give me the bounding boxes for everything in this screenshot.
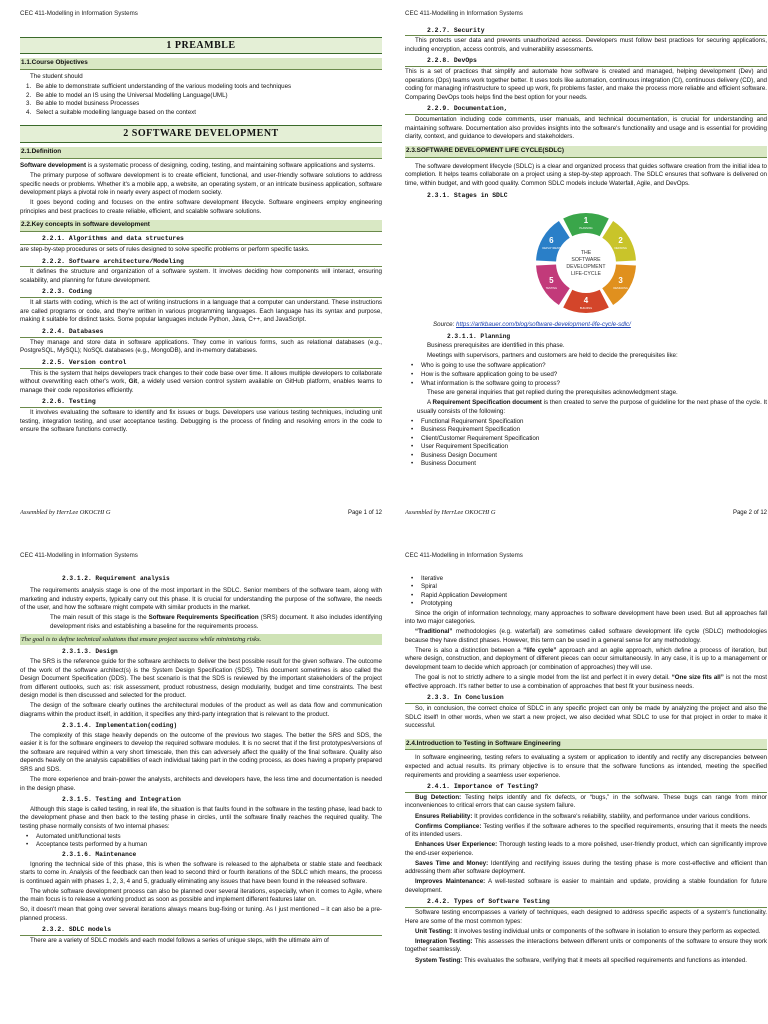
cycle-stage-label: PLANNING <box>579 227 593 231</box>
paragraph: Meetings with supervisors, partners and customers are held to decide the prerequisites like: <box>427 352 678 360</box>
paragraph <box>405 674 767 691</box>
paragraph: It all starts with coding, which is the act of writing instructions in a language that a computer can understand. These instructions are called programs or code, and they're written in various programming languages. Each language has its syntax and purpose, making it suitable for distinct tasks. Some popular languages include Python, Java, C++, and JavaScript. <box>20 299 382 324</box>
cycle-center-text: SOFTWARE <box>571 257 601 264</box>
text: This is the system that helps developers track changes to their code base over time. It allows multiple developers to collaborate without overwriting each other's work, <box>20 369 382 386</box>
objectives-list <box>20 83 382 117</box>
chapter-banner-software-development: 2 SOFTWARE DEVELOPMENT <box>20 125 382 143</box>
cycle-stage-number: 6 <box>549 236 554 246</box>
paragraph <box>405 813 767 822</box>
page-footer <box>405 509 767 518</box>
section-heading: 1.1.Course Objectives <box>20 58 382 70</box>
list-item: • Spiral <box>411 583 767 592</box>
list-item: • Automated unit/functional tests <box>26 833 382 842</box>
running-head: CEC 411-Modelling in Information Systems <box>405 10 523 17</box>
paragraph: The whole software development process can also be planned over several iterations, especially, when it comes to Agile, where the main focus is to release a working product as soon as possible and implement different features later on. <box>20 887 382 904</box>
subsection-heading: 2.4.2. Types of Software Testing <box>405 898 767 908</box>
running-head: CEC 411-Modelling in Information Systems <box>20 10 138 17</box>
subsection-heading: 2.2.1. Algorithms and data structures <box>20 235 382 245</box>
paragraph: These are general inquiries that get replied during the prerequisites acknowledgment stage. <box>427 389 678 397</box>
text: approach and an agile approach, which define a process of iteration, but where design, construction, and deployment of different pieces can occur simultaneously. In any case, it is up to a management or development team to decide which approach (or combination of approaches) they will use. <box>405 646 767 672</box>
list-item: • Business Design Document <box>411 452 767 461</box>
cycle-stage-label: DEPLOYMENT <box>542 247 561 251</box>
cycle-center-text: THE <box>580 250 592 257</box>
list-item: 1. Be able to demonstrate sufficient understanding of the various modeling tools and techniques <box>26 83 382 92</box>
text: methodologies (e.g. waterfall) are sometimes called software development life cycle (SDLC) methodologies because they have distinct phases. However, this term can be used in a general sense for any methodology. <box>405 628 767 644</box>
sdlc-cycle-diagram <box>521 207 651 319</box>
paragraph <box>405 647 767 673</box>
text: is then created to serve the purpose of guideline for the next phase of the cycle. It usually consists of the following: <box>417 399 767 415</box>
list-item: • Who is going to use the software application? <box>411 362 767 371</box>
subsubsection-heading: 2.3.1.3. Design <box>62 648 118 656</box>
list-item: • Rapid Application Development <box>411 592 767 601</box>
paragraph <box>405 928 767 937</box>
paragraph: The complexity of this stage heavily depends on the outcome of the previous two stages. The better the SRS and SDS, the easier it is for the software engineers to develop the required software modules. It is no secret that if the first prototypes/versions of the software are required within a very short timescale, then this can adversely affect the quality of the final software. Quality also depends heavily on the analysis capabilities of each individual taking part in the coding process, as does having a properly prepared SRS and SDS. <box>20 731 382 774</box>
paragraph: This is a set of practices that simplify and automate how software is created and managed, helping development (Dev) and operations (Ops) teams work together better. It uses tools like automation, continuous integration (CI), continuous delivery (CD), and coding for managing infrastructure to speed up work, fix problems faster, and make the process more reliable and efficient software. Comparing DevOps tools helps find the best option for your needs. <box>405 68 767 101</box>
text: The main result of this stage is the <box>50 614 149 622</box>
subsection-heading: 2.3.2. SDLC models <box>20 926 382 936</box>
paragraph: So, it doesn't mean that going over several iterations always means bug-fixing or tuning. As I just mentioned – it can also be a pre-planned process. <box>20 906 382 922</box>
subsubsection-heading: 2.3.1.6. Maintenance <box>62 850 137 858</box>
list-item: • Acceptance tests performed by a human <box>26 841 382 850</box>
paragraph: This protects user data and prevents unauthorized access. Developers must follow best practices for securing applications, including encryption, access controls, and vulnerability assessments. <box>405 37 767 53</box>
paragraph: The design of the software clearly outlines the architectural modules of the product as well as data flow and communication diagrams within the product itself, in addition, it specifies any third-party integration that is relevant to the product. <box>20 702 382 718</box>
page-3 <box>20 552 382 1022</box>
text: Identifying and rectifying issues during the testing phase is more cost-effective and efficient than addressing them after software deployment. <box>405 859 767 876</box>
text: This evaluates the software, verifying that it meets all specified requirements and functions as intended. <box>462 956 748 964</box>
list-item: • Prototyping <box>411 600 767 609</box>
text: Testing verifies if the software adheres to the specified requirements, ensuring that it meets the needs of its intended users. <box>405 822 767 839</box>
cycle-stage-label: BUILDING <box>579 307 593 311</box>
paragraph: It defines the structure and organization of a software system. It involves deciding how components will interact, ensuring scalability, and planning for future development. <box>20 268 382 284</box>
bold-term: Improves Maintenance: <box>415 878 486 886</box>
cycle-stage-number: 1 <box>583 216 589 226</box>
text: This assesses the interactions between different units or components of the software to ensure they work together seamlessly. <box>405 937 767 954</box>
paragraph <box>405 878 767 895</box>
paragraph: In software engineering, testing refers to evaluating a system or application to identify and rectify any discrepancies between expected and actual results. Its primary objective is to ensure that the software functions as intended, meeting the specified requirements and providing a seamless user experience. <box>405 754 767 779</box>
list-item: • User Requirement Specification <box>411 443 767 452</box>
footer-signature: Assembled by HerrLee OKOCHI G <box>405 509 496 517</box>
text: , a widely used version control system available on GitHub platform, enables teams to manage their code repositories efficiently. <box>20 378 382 394</box>
cycle-center <box>558 235 614 291</box>
text: The goal is not to strictly adhere to a single model from the list and perfect it in every detail. <box>415 674 672 682</box>
paragraph: The requirements analysis stage is one of the most important in the SDLC. Senior members of the software team, along with marketing and industry experts, typically carry out this phase. It is crucial for understanding the purpose of the software, the needs of the user, and how the software might compete with similar products in the market. <box>20 587 382 612</box>
paragraph: Software testing encompasses a variety of techniques, each designed to address specific aspects of a system's functionality. Here are some of the most common types: <box>405 909 767 925</box>
subsubsection-heading: 2.3.1.4. Implementation(coding) <box>62 722 178 730</box>
running-head: CEC 411-Modelling in Information Systems <box>20 552 138 559</box>
list-item: • What information is the software going to process? <box>411 380 767 389</box>
subsubsection-heading: 2.3.1.5. Testing and Integration <box>62 796 181 804</box>
page-number: Page 2 of 12 <box>732 510 767 517</box>
text: A well-tested software is easier to maintain and update, providing a stable foundation for future development. <box>405 878 767 894</box>
bold-term: Requirement Specification document <box>432 399 542 407</box>
bold-term: Confirms Compliance: <box>415 822 482 830</box>
text: Testing helps identify and fix defects, or “bugs,” in the software. These bugs can range from minor inconveniences to critical errors that can cause system failure. <box>405 793 767 810</box>
subsubsection-heading: 2.3.1.2. Requirement analysis <box>62 574 170 582</box>
running-head: CEC 411-Modelling in Information Systems <box>405 552 523 559</box>
bold-term: Software Requirements Specification <box>148 614 259 622</box>
paragraph <box>405 938 767 955</box>
subsubsection-heading: 2.3.1.1. Planning <box>447 332 511 340</box>
chapter-banner-preamble: 1 PREAMBLE <box>20 37 382 55</box>
paragraph <box>405 860 767 877</box>
paragraph: are step-by-step procedures or sets of rules designed to solve specific problems or perform specific tasks. <box>20 245 310 253</box>
cycle-stage-number: 5 <box>549 276 554 286</box>
specification-list <box>405 418 767 469</box>
section-heading: 2.3.SOFTWARE DEVELOPMENT LIFE CYCLE(SDLC) <box>405 146 767 158</box>
subsection-heading: 2.2.5. Version control <box>20 359 382 369</box>
bold-term: Enhances User Experience: <box>415 841 498 849</box>
bold-term: “life cycle” <box>523 646 557 654</box>
subsection-heading: 2.2.2. Software architecture/Modeling <box>20 258 382 268</box>
question-list <box>405 362 767 388</box>
subsection-heading: 2.3.1. Stages in SDLC <box>427 192 508 200</box>
paragraph: Business prerequisites are identified in this phase. <box>427 342 565 350</box>
bold-term: System Testing: <box>415 956 463 964</box>
section-heading: 2.4.Introduction to Testing in Software Engineering <box>405 739 767 751</box>
list-item: 4. Select a suitable modelling language based on the context <box>26 109 382 118</box>
bold-term: Git <box>128 378 138 386</box>
paragraph: They manage and store data in software applications. They come in various forms, such as relational databases (e.g., PostgreSQL, MySQL); NoSQL databases (e.g., MongoDB), and in-memory databases. <box>20 338 382 355</box>
paragraph: Documentation including code comments, user manuals, and technical documentation, is crucial for understanding and maintaining software. Documentation also provides insights into the software's functionality and usage and is essential for providing clarity, context, and guidance to developers and stakeholders. <box>405 116 767 141</box>
sdlc-models-list <box>405 575 767 609</box>
bold-term: Integration Testing: <box>415 937 473 945</box>
bold-term: Bug Detection: <box>415 793 462 801</box>
text: It provides confidence in the software's reliability, stability, and performance under various conditions. <box>472 812 751 820</box>
cycle-center-text: LIFE-CYCLE <box>571 271 601 278</box>
section-heading: 2.1.Definition <box>20 147 382 159</box>
paragraph <box>20 614 382 631</box>
paragraph <box>20 370 382 396</box>
paragraph: The software development lifecycle (SDLC) is a clear and organized process that guides software creation from the initial idea to completion. It helps teams collaborate on a project using a step-by-step approach. The SDLC ensures that software is delivered on time, within budget, and with good quality. Common SDLC models include Waterfall, Agile, and DevOps. <box>405 162 767 187</box>
subsection-heading: 2.2.7. Security <box>405 27 767 37</box>
page-footer <box>20 509 382 518</box>
list-item: • Iterative <box>411 575 767 584</box>
text: is a systematic process of designing, coding, testing, and maintaining software applications and systems. <box>86 162 375 170</box>
list-item: • How is the software application going to be used? <box>411 371 767 380</box>
text: (SRS) document. It also includes identifying development risks and establishing a baseline for the requirements process. <box>50 614 382 630</box>
subsection-heading: 2.2.6. Testing <box>20 398 382 408</box>
paragraph <box>405 628 767 645</box>
page-4 <box>405 552 767 1022</box>
subsection-heading: 2.4.1. Importance of Testing? <box>405 783 767 793</box>
paragraph: There are a variety of SDLC models and each model follows a series of unique steps, with the ultimate aim of <box>30 937 329 945</box>
page-1 <box>20 10 382 522</box>
paragraph: The more experience and brain-power the analysts, architects and developers have, the less time and documentation is needed in the design phase. <box>20 776 382 792</box>
list-item: • Business Requirement Specification <box>411 426 767 435</box>
bold-term: “Traditional” <box>415 628 453 636</box>
source-link[interactable]: https://artkbauer.com/blog/software-development-life-cycle-sdlc/ <box>456 321 631 329</box>
cycle-center-text: DEVELOPMENT <box>566 264 606 271</box>
paragraph: It goes beyond coding and focuses on the entire software development lifecycle. Software engineers employ engineering principles and best practices to create reliable, efficient, and scalable software solutions. <box>20 199 382 215</box>
text: There is also a distinction between a <box>415 646 524 654</box>
test-phase-list <box>20 833 382 850</box>
paragraph <box>405 957 767 966</box>
highlighted-statement: The goal is to define technical solutions that ensure project success while minimizing risks. <box>20 634 382 645</box>
importance-list <box>405 794 767 896</box>
paragraph: The student should <box>30 73 83 81</box>
bold-term: Ensures Reliability: <box>415 812 473 820</box>
paragraph: The primary purpose of software development is to create efficient, functional, and user-friendly software solutions to address specific needs or problems. Whether it's a mobile app, a website, an operating system, or an intricate business application, software development plays a pivotal role in nearly every aspect of modern society. <box>20 172 382 197</box>
text: Thorough testing leads to a more polished, user-friendly product, which can significantly improve the end-user experience. <box>405 841 767 857</box>
footer-signature: Assembled by HerrLee OKOCHI G <box>20 509 111 517</box>
subsection-heading: 2.3.3. In Conclusion <box>405 694 767 704</box>
subsection-heading: 2.2.8. DevOps <box>405 57 767 67</box>
page-2 <box>405 10 767 522</box>
paragraph: It involves evaluating the software to identify and fix issues or bugs. Developers use various testing techniques, including unit testing, integration testing, and user acceptance testing. Debugging is the process of finding and resolving errors in the code to ensure the software functions correctly. <box>20 409 382 434</box>
list-item: 3. Be able to model business Processes <box>26 100 382 109</box>
paragraph: So, in conclusion, the correct choice of SDLC in any specific project can only be made by analyzing the project and also the SDLC itself! In other words, when we start a new project, we also decided what SDLC to use for that project in order to make it successful. <box>405 704 767 730</box>
cycle-stage-label: DEFINING <box>614 247 627 251</box>
text: A <box>427 399 433 407</box>
bold-term: “One size fits all” <box>671 674 724 682</box>
paragraph: The SRS is the reference guide for the software architects to deliver the best possible result for the given software. The outcome of the work of the software architect(s) is the System Design Specification (SDS). This document sometimes is also called the Design Document Specification (DDS). The best scenario is that the SDS is reviewed by the important stakeholders of the project from different outlooks, such as: risk assessment, product robustness, design modularity, budget and time constraints. The best design model is then discussed and selected for the product. <box>20 657 382 700</box>
page-number: Page 1 of 12 <box>347 510 382 517</box>
cycle-stage-number: 4 <box>583 296 589 306</box>
paragraph <box>405 823 767 840</box>
paragraph: Ignoring the technical side of this phase, this is when the software is released to the alpha/beta or stable state and feedback starts to come in. Analysis of the feedback can then lead to second third or fourth iterations of the SDLC which means, the process is continued again with phases 1, 2, 3, 4 and 5, gradually eliminating any issues that have been found in the released software. <box>20 860 382 885</box>
text: is not the most effective approach. It's rather better to use a combination of approaches that best fit your business needs. <box>405 674 767 690</box>
paragraph <box>405 841 767 858</box>
subsection-heading: 2.2.4. Databases <box>20 328 382 338</box>
paragraph: Since the origin of information technology, many approaches to software development have been used. But all approaches fall into two major categories. <box>405 609 767 626</box>
list-item: • Functional Requirement Specification <box>411 418 767 427</box>
paragraph <box>405 399 767 416</box>
text: It involves testing individual units or components of the software in isolation to ensure they perform as expected. <box>452 927 761 935</box>
image-source <box>405 321 767 330</box>
list-item: • Business Document <box>411 460 767 469</box>
paragraph <box>20 162 382 171</box>
subsection-heading: 2.2.9. Documentation, <box>405 105 767 115</box>
cycle-stage-number: 2 <box>618 236 623 246</box>
list-item: • Client/Customer Requirement Specification <box>411 435 767 444</box>
bold-term: Saves Time and Money: <box>415 859 489 867</box>
paragraph <box>405 794 767 811</box>
source-label: Source: <box>433 321 457 329</box>
bold-term: Software development <box>20 162 87 170</box>
paragraph: Although this stage is called testing, in real life, the situation is that faults found in the software in the testing phase, lead back to the development phase and then back to the testing phase in circles, until the software finally reaches the required quality. The testing phase normally consists of two internal phases: <box>20 805 382 830</box>
cycle-stage-label: TESTING <box>545 287 557 291</box>
list-item: 2. Be able to model an IS using the Universal Modelling Language(UML) <box>26 92 382 101</box>
cycle-stage-label: DESIGNING <box>613 287 628 291</box>
bold-term: Unit Testing: <box>415 927 453 935</box>
section-heading: 2.2.Key concepts in software development <box>20 220 382 232</box>
subsection-heading: 2.2.3. Coding <box>20 288 382 298</box>
cycle-stage-number: 3 <box>618 276 623 286</box>
